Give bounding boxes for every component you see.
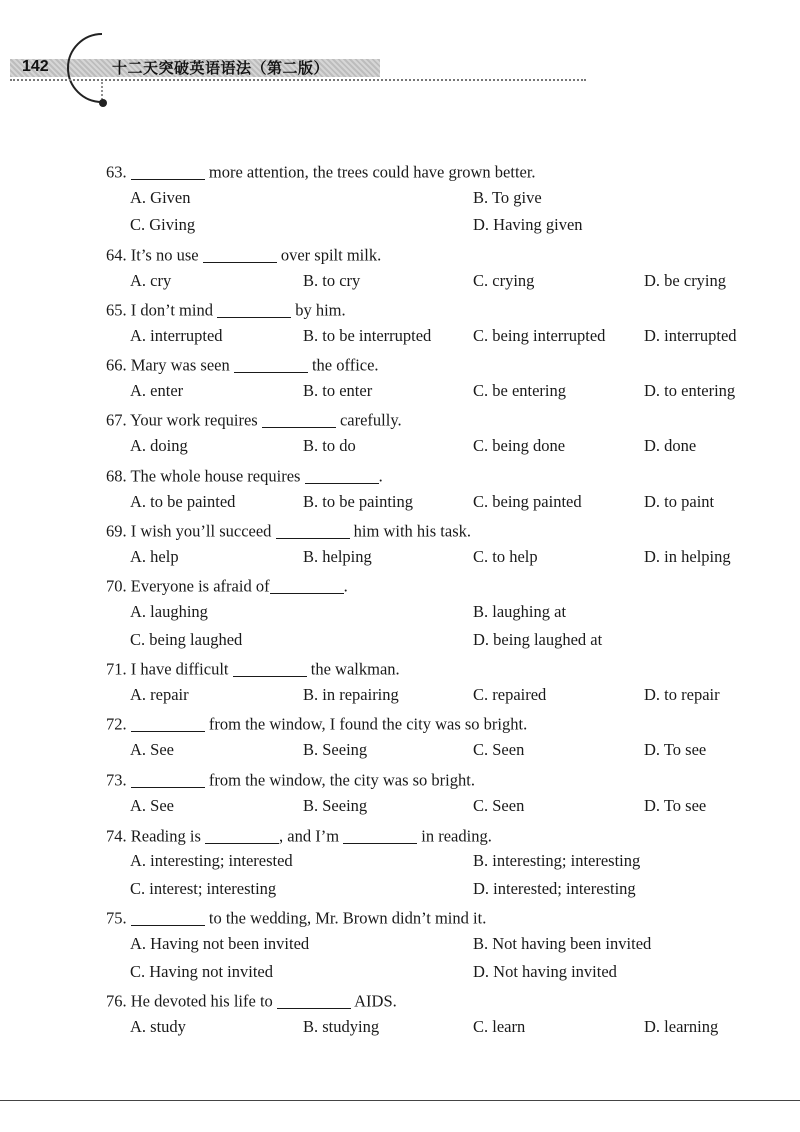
option-b: B. laughing at — [473, 602, 567, 621]
option-b: B. to do — [303, 436, 356, 455]
option-a: A. cry — [130, 271, 172, 290]
option-b: B. Seeing — [303, 796, 368, 815]
question-72 — [106, 714, 527, 733]
option-c: C. Seen — [473, 740, 525, 759]
question-number: 68. — [106, 466, 127, 486]
question-text: the walkman. — [310, 659, 400, 679]
question-70 — [106, 576, 348, 595]
question-text: Everyone is afraid of — [130, 576, 270, 596]
option-a: A. doing — [130, 436, 188, 455]
question-68 — [106, 466, 383, 485]
answer-blank — [205, 826, 279, 844]
question-number: 74. — [106, 826, 127, 846]
option-c: C. being done — [473, 436, 566, 455]
option-b: B. to be interrupted — [303, 326, 432, 345]
question-text: , and I’m — [279, 826, 340, 846]
question-text: I have difficult — [130, 659, 229, 679]
option-d: D. done — [644, 436, 697, 455]
question-number: 72. — [106, 714, 127, 734]
question-text: It’s no use — [130, 245, 199, 265]
option-c: C. learn — [473, 1017, 526, 1036]
question-text: Mary was seen — [130, 355, 230, 375]
question-69 — [106, 521, 471, 540]
option-c: C. to help — [473, 547, 538, 566]
question-number: 75. — [106, 908, 127, 928]
footer-rule — [0, 1100, 800, 1101]
answer-blank — [131, 770, 205, 788]
option-c: C. Having not invited — [130, 962, 273, 981]
option-b: B. Seeing — [303, 740, 368, 759]
question-text: the office. — [311, 355, 379, 375]
answer-blank — [131, 162, 205, 180]
question-number: 63. — [106, 162, 127, 182]
question-text: I wish you’ll succeed — [130, 521, 272, 541]
option-b: B. To give — [473, 188, 542, 207]
answer-blank — [233, 659, 307, 677]
option-a: A. Given — [130, 188, 191, 207]
answer-blank — [234, 355, 308, 373]
question-text: more attention, the trees could have grown better. — [208, 162, 536, 182]
option-d: D. being laughed at — [473, 630, 603, 649]
question-text: over spilt milk. — [280, 245, 382, 265]
question-71 — [106, 659, 400, 678]
answer-blank — [270, 576, 344, 594]
answer-blank — [343, 826, 417, 844]
option-b: B. in repairing — [303, 685, 399, 704]
question-number: 67. — [106, 410, 127, 430]
question-text: to the wedding, Mr. Brown didn’t mind it. — [208, 908, 487, 928]
option-d: D. Having given — [473, 215, 583, 234]
question-number: 65. — [106, 300, 127, 320]
question-number: 69. — [106, 521, 127, 541]
option-d: D. be crying — [644, 271, 727, 290]
question-66 — [106, 355, 379, 374]
option-c: C. interest; interesting — [130, 879, 277, 898]
option-c: C. Giving — [130, 215, 196, 234]
question-number: 66. — [106, 355, 127, 375]
option-b: B. to enter — [303, 381, 373, 400]
option-a: A. help — [130, 547, 179, 566]
option-b: B. to be painting — [303, 492, 413, 511]
option-a: A. See — [130, 796, 174, 815]
question-text: I don’t mind — [130, 300, 213, 320]
option-b: B. Not having been invited — [473, 934, 652, 953]
option-d: D. To see — [644, 796, 707, 815]
question-text: from the window, I found the city was so bright. — [208, 714, 528, 734]
option-d: D. to paint — [644, 492, 715, 511]
option-d: D. in helping — [644, 547, 731, 566]
question-number: 73. — [106, 770, 127, 790]
question-number: 64. — [106, 245, 127, 265]
question-text: . — [343, 576, 348, 596]
option-c: C. being painted — [473, 492, 582, 511]
option-a: A. interesting; interested — [130, 851, 293, 870]
option-a: A. repair — [130, 685, 189, 704]
answer-blank — [131, 714, 205, 732]
option-c: C. repaired — [473, 685, 547, 704]
question-74 — [106, 826, 492, 845]
question-text: He devoted his life to — [130, 991, 273, 1011]
option-a: A. interrupted — [130, 326, 223, 345]
option-b: B. interesting; interesting — [473, 851, 641, 870]
option-a: A. to be painted — [130, 492, 236, 511]
question-number: 71. — [106, 659, 127, 679]
option-d: D. To see — [644, 740, 707, 759]
answer-blank — [262, 410, 336, 428]
option-d: D. to repair — [644, 685, 720, 704]
option-a: A. Having not been invited — [130, 934, 310, 953]
option-b: B. to cry — [303, 271, 361, 290]
question-text: by him. — [295, 300, 346, 320]
answer-blank — [276, 521, 350, 539]
option-b: B. helping — [303, 547, 372, 566]
option-d: D. interrupted — [644, 326, 737, 345]
question-text: him with his task. — [353, 521, 472, 541]
option-d: D. to entering — [644, 381, 736, 400]
answer-blank — [277, 991, 351, 1009]
answer-blank — [305, 466, 379, 484]
question-text: from the window, the city was so bright. — [208, 770, 475, 790]
option-b: B. studying — [303, 1017, 380, 1036]
option-d: D. Not having invited — [473, 962, 617, 981]
option-c: C. Seen — [473, 796, 525, 815]
question-64 — [106, 245, 381, 264]
question-number: 76. — [106, 991, 127, 1011]
option-a: A. enter — [130, 381, 184, 400]
option-d: D. interested; interesting — [473, 879, 636, 898]
question-73 — [106, 770, 475, 789]
option-a: A. See — [130, 740, 174, 759]
option-a: A. laughing — [130, 602, 208, 621]
question-65 — [106, 300, 346, 319]
question-text: in reading. — [421, 826, 492, 846]
question-text: AIDS. — [354, 991, 397, 1011]
question-text: Your work requires — [130, 410, 258, 430]
question-text: carefully. — [339, 410, 402, 430]
book-title: 十二天突破英语语法（第二版） — [112, 59, 330, 77]
answer-blank — [217, 300, 291, 318]
question-text: The whole house requires — [130, 466, 301, 486]
answer-blank — [203, 245, 277, 263]
option-c: C. being interrupted — [473, 326, 606, 345]
question-text: . — [378, 466, 383, 486]
question-number: 70. — [106, 576, 127, 596]
question-text: Reading is — [130, 826, 201, 846]
page-number: 142 — [22, 58, 49, 75]
option-c: C. be entering — [473, 381, 567, 400]
question-63 — [106, 162, 536, 181]
question-75 — [106, 908, 486, 927]
option-a: A. study — [130, 1017, 186, 1036]
answer-blank — [131, 908, 205, 926]
option-c: C. being laughed — [130, 630, 243, 649]
option-c: C. crying — [473, 271, 535, 290]
question-67 — [106, 410, 402, 429]
option-d: D. learning — [644, 1017, 719, 1036]
question-76 — [106, 991, 397, 1010]
